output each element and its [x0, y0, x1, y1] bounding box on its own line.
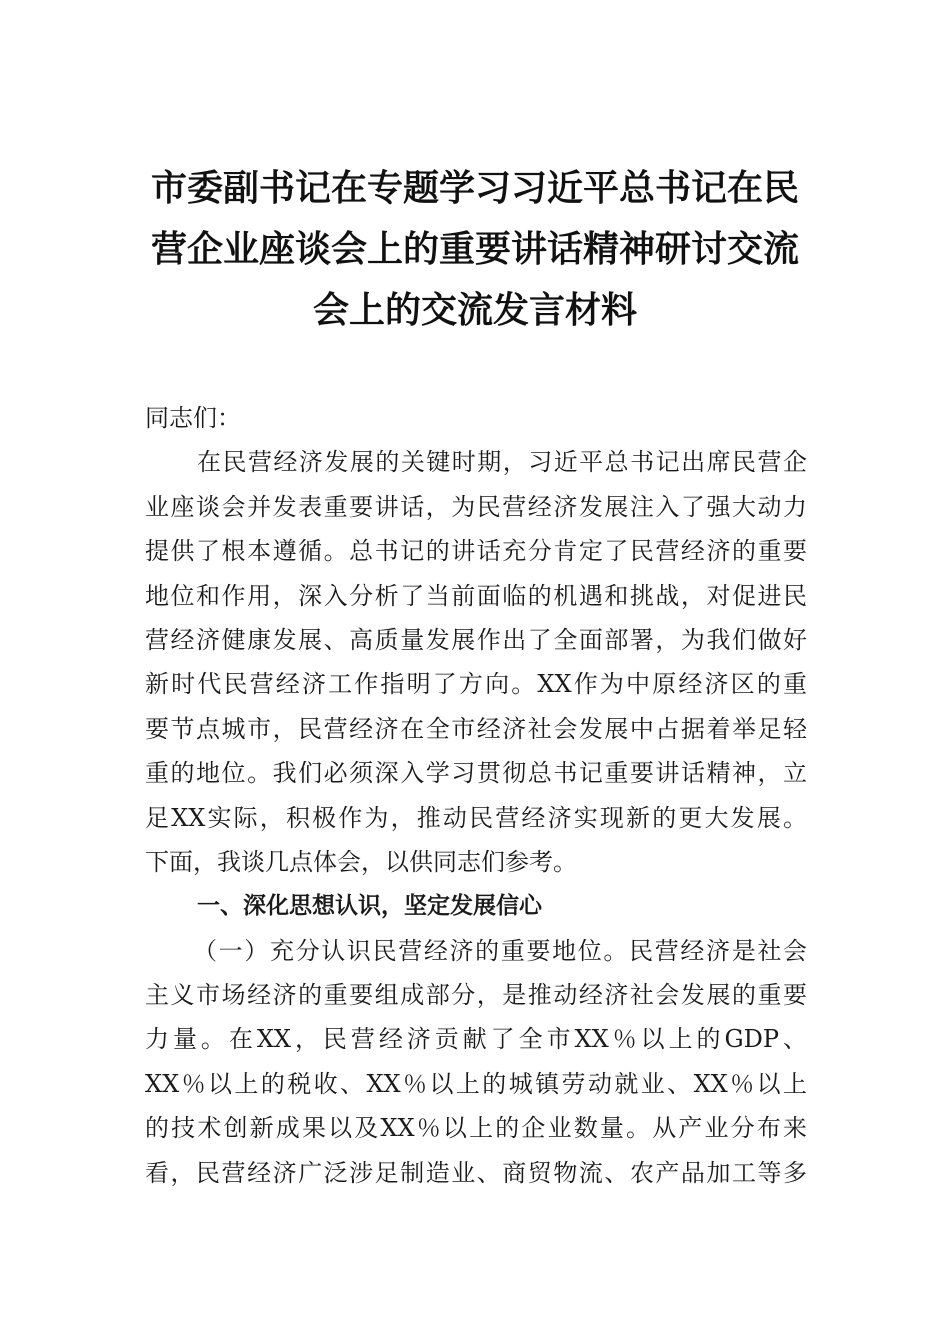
title-line: 会上的交流发言材料 — [312, 289, 637, 331]
paragraph-line: 重的地位。我们必须深入学习贯彻总书记重要讲话精神，立 — [145, 759, 807, 788]
paragraph-line: 下面，我谈几点体会，以供同志们参考。 — [145, 847, 577, 876]
paragraph-line: 要节点城市，民营经济在全市经济社会发展中占据着举足轻 — [145, 714, 807, 743]
title-line: 市委副书记在专题学习习近平总书记在民 — [150, 167, 799, 209]
paragraph-line: 营经济健康发展、高质量发展作出了全面部署，为我们做好 — [145, 625, 807, 654]
paragraph-line: 主义市场经济的重要组成部分，是推动经济社会发展的重要 — [145, 981, 807, 1010]
paragraph-line: 看，民营经济广泛涉足制造业、商贸物流、农产品加工等多 — [145, 1158, 807, 1187]
paragraph-line: 业座谈会并发表重要讲话，为民营经济发展注入了强大动力 — [145, 492, 807, 521]
paragraph-line: 在民营经济发展的关键时期，习近平总书记出席民营企 — [197, 448, 807, 477]
paragraph-line: （一）充分认识民营经济的重要地位。民营经济是社会 — [193, 936, 807, 965]
section-heading: 一、深化思想认识，坚定发展信心 — [197, 893, 542, 920]
paragraph-line: 提供了根本遵循。总书记的讲话充分肯定了民营经济的重要 — [145, 537, 807, 566]
title-line: 营企业座谈会上的重要讲话精神研讨交流 — [150, 228, 799, 270]
paragraph-line: 力量。在XX，民营经济贡献了全市XX％以上的GDP、 — [145, 1025, 807, 1054]
paragraph-line: 的技术创新成果以及XX％以上的企业数量。从产业分布来 — [145, 1114, 807, 1143]
paragraph-line: 新时代民营经济工作指明了方向。XX作为中原经济区的重 — [145, 670, 807, 699]
document-body — [145, 396, 807, 1195]
paragraph-line: 足XX实际，积极作为，推动民营经济实现新的更大发展。 — [145, 803, 807, 832]
paragraph-line: 地位和作用，深入分析了当前面临的机遇和挑战，对促进民 — [145, 581, 807, 610]
document-title — [140, 158, 810, 341]
paragraph-line: XX％以上的税收、XX％以上的城镇劳动就业、XX％以上 — [145, 1069, 807, 1098]
salutation: 同志们： — [145, 404, 241, 432]
